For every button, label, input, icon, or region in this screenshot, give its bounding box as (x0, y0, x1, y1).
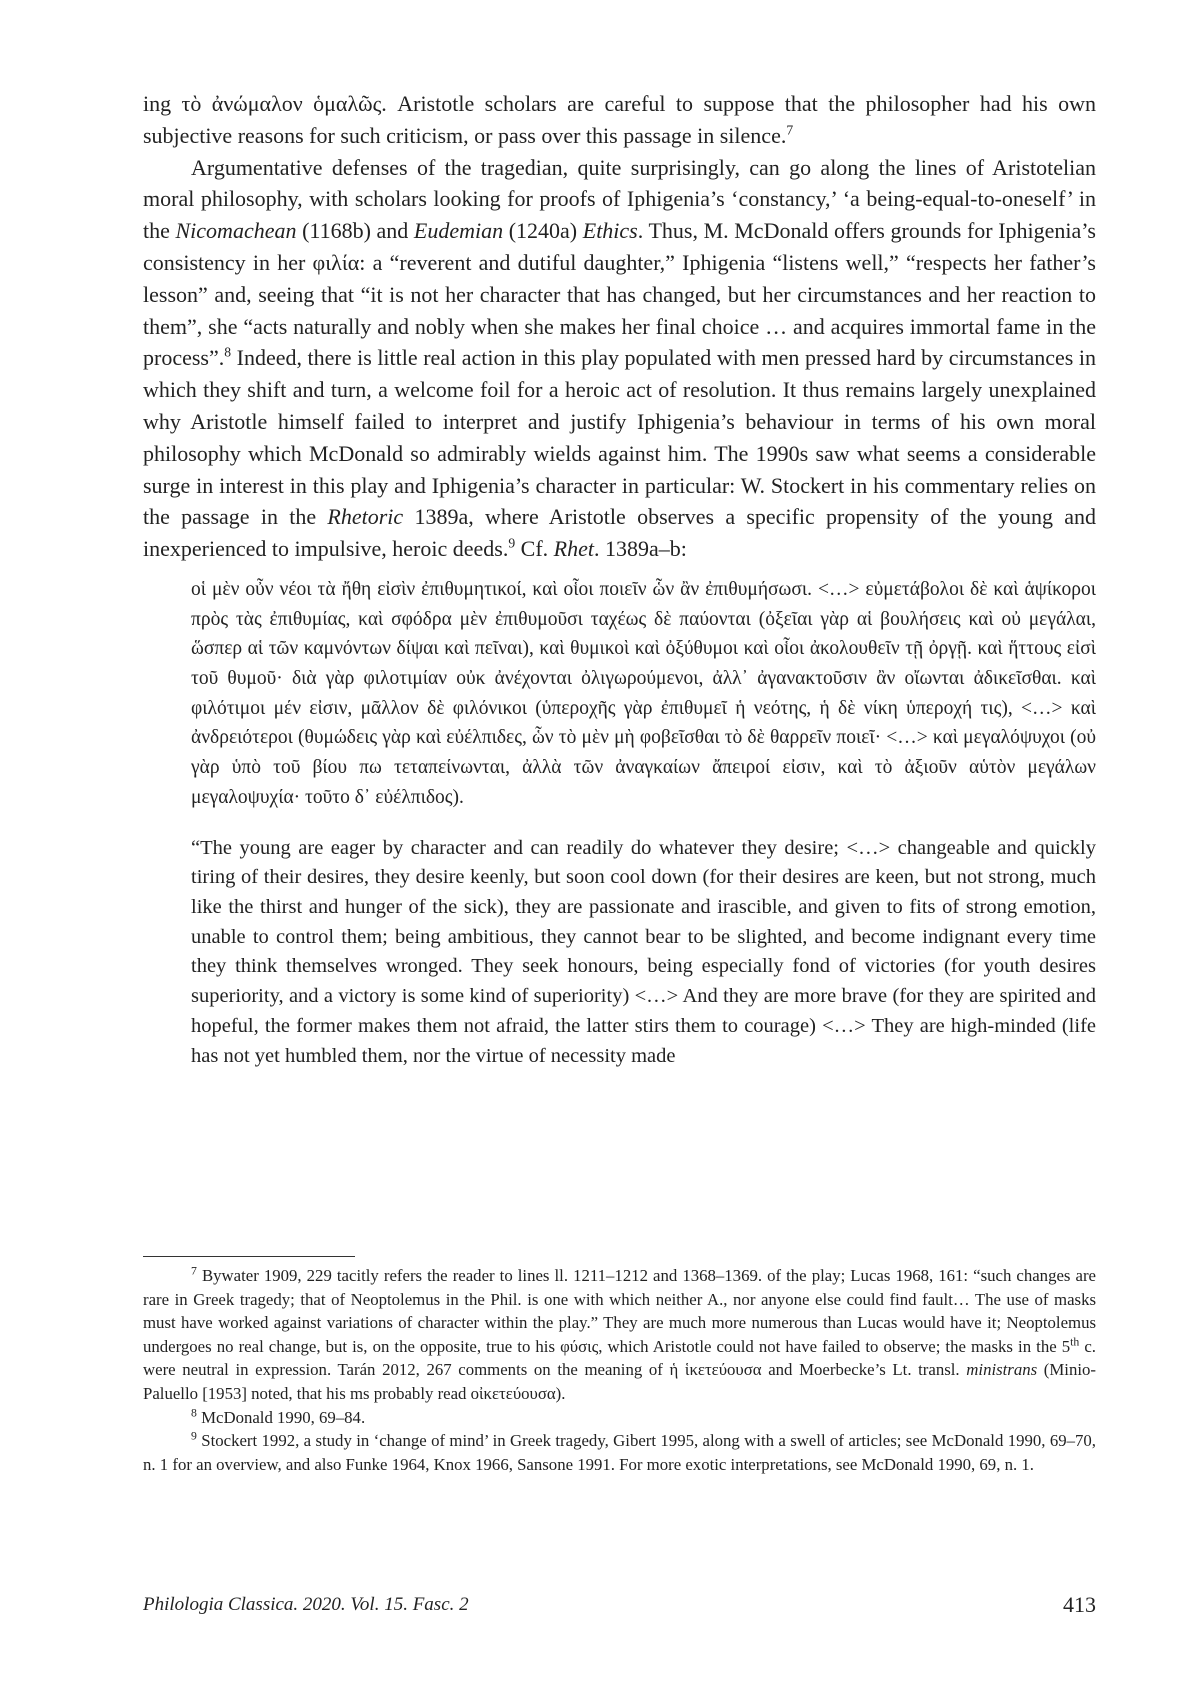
paragraph-2-text-e: Indeed, there is little real action in this play populated with men pressed hard by circumstances in which they shift and turn, a welcome foil for a heroic act of resolution. It thus remains largely unexplained why Aristotle himself failed to interpret and justify Iphigenia’s behaviour in terms of his own moral philosophy which McDonald so admirably wields against him. The 1990s saw what seems a considerable surge in interest in this play and Iphigenia’s character in particular: W. Stockert in his commentary relies on the passage in the (143, 345, 1096, 530)
footnote-separator (143, 1256, 355, 1257)
paragraph-2-text-f: 1389a, where Aristotle observes a specific propensity of the young and inexperienced to impulsive, heroic deeds. (143, 504, 1096, 562)
paragraph-2 (143, 152, 1096, 565)
journal-citation: Philologia Classica. 2020. Vol. 15. Fasc. 2 (143, 1594, 469, 1615)
paragraph-2-text-g: Cf. (515, 536, 554, 562)
footnote-7 (143, 1264, 1096, 1406)
footnote-8 (143, 1406, 1096, 1430)
title-rhetoric: Rhetoric (327, 504, 404, 530)
footnotes (143, 1264, 1096, 1476)
title-eudemian: Eudemian (413, 218, 504, 244)
footnote-9 (143, 1429, 1096, 1476)
greek-block-quote: οἱ μὲν οὖν νέοι τὰ ἤθη εἰσὶν ἐπιθυμητικοί, καὶ οἷοι ποιεῖν ὧν ἂν ἐπιθυμήσωσι. <…> εὐμετάβολοι δὲ καὶ ἁψίκοροι πρὸς τὰς ἐπιθυμίας, καὶ σφόδρα μὲν ἐπιθυμοῦσι ταχέως δὲ παύονται (ὀξεῖαι γὰρ αἱ βουλήσεις καὶ οὐ μεγάλαι, ὥσπερ αἱ τῶν καμνόντων δίψαι καὶ πεῖναι), καὶ θυμικοὶ καὶ ὀξύθυμοι καὶ οἷοι ἀκολουθεῖν τῇ ὀργῇ. καὶ ἥττους εἰσὶ τοῦ θυμοῦ· διὰ γὰρ φιλοτιμίαν οὐκ ἀνέχονται ὀλιγωρούμενοι, ἀλλ᾽ ἀγανακτοῦσιν ἂν οἴωνται ἀδικεῖσθαι. καὶ φιλότιμοι μέν εἰσιν, μᾶλλον δὲ φιλόνικοι (ὑπεροχῆς γὰρ ἐπιθυμεῖ ἡ νεότης, ἡ δὲ νίκη ὑπεροχή τις), <…> καὶ ἀνδρειότεροι (θυμώδεις γὰρ καὶ εὐέλπιδες, ὧν τὸ μὲν μὴ φοβεῖσθαι τὸ δὲ θαρρεῖν ποιεῖ· <…> καὶ μεγαλόψυχοι (οὐ γὰρ ὑπὸ τοῦ βίου πω τεταπείνωνται, ἀλλὰ τῶν ἀναγκαίων ἄπειροί εἰσιν, καὶ τὸ ἀξιοῦν αὑτὸν μεγάλων μεγαλοψυχία· τοῦτο δ᾽ εὐέλπιδος). (191, 578, 1096, 808)
footnote-7-text-b: c. were neutral in expression. Tarán 2012, 267 comments on the meaning of ἡ ἱκετεύουσα and Moerbecke’s Lt. transl. (143, 1336, 1096, 1380)
footnote-ref-7[interactable]: 7 (786, 122, 794, 138)
paragraph-2-text-h: . 1389a–b: (593, 536, 687, 562)
paragraph-2-text-d: . Thus, M. McDonald offers grounds for Iphigenia’s consistency in her φιλία: a “reverent and dutiful daughter,” Iphigenia “listens well,” “respects her father’s lesson” and, seeing that “it is not her character that has changed, but her circumstances and her reaction to them”, she “acts naturally and nobly when she makes her final choice … and acquires immortal fame in the process”. (143, 218, 1096, 371)
title-ethics: Ethics (582, 218, 638, 244)
footnote-9-number: 9 (191, 1429, 197, 1443)
footnote-7-text-a: Bywater 1909, 229 tacitly refers the reader to lines ll. 1211–1212 and 1368–1369. of the play; Lucas 1968, 161: “such changes are rare in Greek tragedy; that of Neoptolemus in the Phil. is one with which neither A., nor anyone else could find fault… The use of masks must have worked against variations of character within the play.” They are much more numerous than Lucas would have it; Neoptolemus undergoes no real change, but is, on the opposite, true to his φύσις, which Aristotle could not have failed to observe; the masks in the 5 (143, 1266, 1096, 1356)
footnote-7-superscript: th (1070, 1335, 1080, 1349)
paragraph-2-text-a: Argumentative defenses of the tragedian, quite surprisingly, can go along the lines of Aristotelian moral philosophy, with scholars looking for proofs of Iphigenia’s ‘constancy,’ ‘a being-equal-to-oneself’ in the (143, 154, 1096, 244)
page-body (143, 88, 1096, 1071)
paragraph-2-text-c: (1240a) (503, 218, 583, 244)
page-footer (143, 1590, 1096, 1622)
footnote-8-number: 8 (191, 1405, 197, 1419)
footnote-7-number: 7 (191, 1264, 197, 1278)
footnote-8-text: McDonald 1990, 69–84. (201, 1407, 366, 1427)
footnote-ref-9[interactable]: 9 (508, 535, 516, 551)
footnote-ref-8[interactable]: 8 (224, 345, 232, 361)
paragraph-1-text: ing τὸ ἀνώμαλον ὁμαλῶς. Aristotle scholars are careful to suppose that the philosopher had his own subjective reasons for such criticism, or pass over this passage in silence. (143, 91, 1096, 148)
footnote-9-text: Stockert 1992, a study in ‘change of mind’ in Greek tragedy, Gibert 1995, along with a swell of articles; see McDonald 1990, 69–70, n. 1 for an overview, and also Funke 1964, Knox 1966, Sansone 1991. For more exotic interpretations, see McDonald 1990, 69, n. 1. (143, 1431, 1096, 1474)
footnote-7-ministrans: ministrans (966, 1360, 1038, 1380)
footnote-7-text-c: (Minio-Paluello [1953] noted, that his ms probably read οἰκετεύουσα). (143, 1360, 1097, 1403)
paragraph-2-text-b: (1168b) and (296, 218, 414, 244)
page-number: 413 (1063, 1592, 1096, 1617)
paragraph-1 (143, 88, 1096, 152)
title-nicomachean: Nicomachean (175, 218, 297, 244)
title-rhet-abbrev: Rhet (553, 536, 594, 562)
translation-block-quote: “The young are eager by character and can readily do whatever they desire; <…> changeable and quickly tiring of their desires, they desire keenly, but soon cool down (for their desires are keen, but not strong, much like the thirst and hunger of the sick), they are passionate and irascible, and given to fits of strong emotion, unable to control them; being ambitious, they cannot bear to be slighted, and become indignant every time they think themselves wronged. They seek honours, being especially fond of victories (for youth desires superiority, and a victory is some kind of superiority) <…> And they are more brave (for they are spirited and hopeful, the former makes them not afraid, the latter stirs them to courage) <…> They are high-minded (life has not yet humbled them, nor the virtue of necessity made (191, 836, 1096, 1067)
